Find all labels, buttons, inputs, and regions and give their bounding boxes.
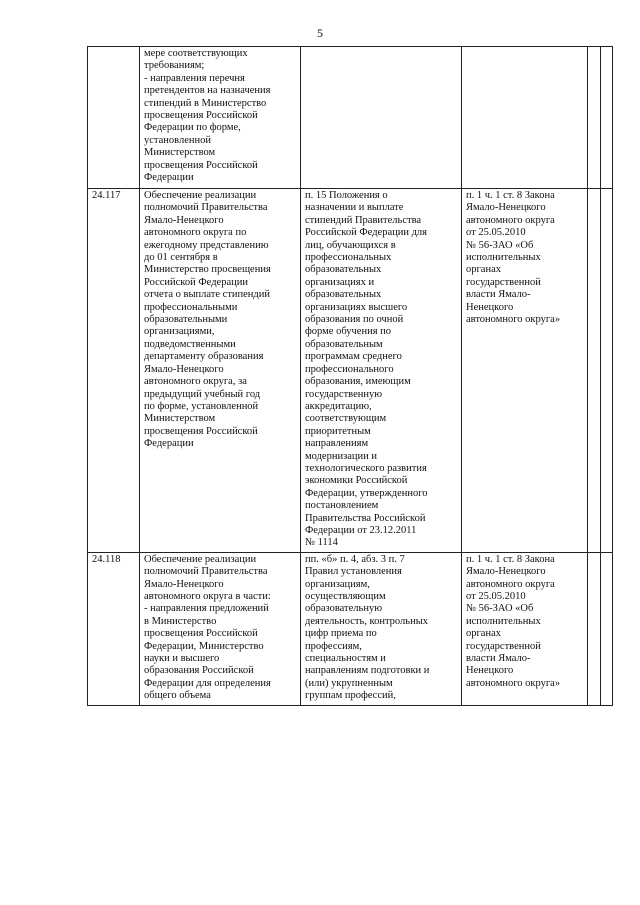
row-number: 24.118 xyxy=(88,552,140,705)
row-description: мере соответствующих требованиям; - направления перечня претендентов на назначения стипендий в Министерство просвещения Российской Федерации по форме, установленной Министерством просвещения Российской Федерации xyxy=(140,47,301,189)
regulation-table xyxy=(87,46,613,706)
table-row xyxy=(88,552,613,705)
row-legal-basis: пп. «б» п. 4, абз. 3 п. 7 Правил установления организациям, осуществляющим образовательную деятельность, контрольных цифр приема по профессиям, специальностям и направлениям подготовки и (или) укрупненным группам профессий, xyxy=(301,552,462,705)
row-description: Обеспечение реализации полномочий Правительства Ямало-Ненецкого автономного округа в части: - направления предложений в Министерство просвещения Российской Федерации, Министерство науки и высшего образования Российской Федерации для определения общего объема xyxy=(140,552,301,705)
empty-cell xyxy=(588,47,601,189)
table-row xyxy=(88,47,613,189)
row-number: 24.117 xyxy=(88,189,140,553)
empty-cell xyxy=(601,552,613,705)
row-law-reference: п. 1 ч. 1 ст. 8 Закона Ямало-Ненецкого автономного округа от 25.05.2010 № 56-ЗАО «Об исполнительных органах государственной власти Ямало- Ненецкого автономного округа» xyxy=(462,189,588,553)
row-number xyxy=(88,47,140,189)
empty-cell xyxy=(588,552,601,705)
row-description: Обеспечение реализации полномочий Правительства Ямало-Ненецкого автономного округа по ежегодному представлению до 01 сентября в Министерство просвещения Российской Федерации отчета о выплате стипендий профессиональными образовательными организациями, подведомственными департаменту образования Ямало-Ненецкого автономного округа, за предыдущий учебный год по форме, установленной Министерством просвещения Российской Федерации xyxy=(140,189,301,553)
empty-cell xyxy=(601,47,613,189)
empty-cell xyxy=(601,189,613,553)
row-law-reference: п. 1 ч. 1 ст. 8 Закона Ямало-Ненецкого автономного округа от 25.05.2010 № 56-ЗАО «Об исполнительных органах государственной власти Ямало- Ненецкого автономного округа» xyxy=(462,552,588,705)
empty-cell xyxy=(588,189,601,553)
page-number: 5 xyxy=(317,26,323,40)
row-legal-basis: п. 15 Положения о назначении и выплате стипендий Правительства Российской Федерации для лиц, обучающихся в профессиональных образовательных организациях и образовательных организациях высшего образования по очной форме обучения по образовательным программам среднего профессионального образования, имеющим государственную аккредитацию, соответствующим приоритетным направлениям модернизации и технологического развития экономики Российской Федерации, утвержденного постановлением Правительства Российской Федерации от 23.12.2011 № 1114 xyxy=(301,189,462,553)
row-law-reference xyxy=(462,47,588,189)
row-legal-basis xyxy=(301,47,462,189)
table-row xyxy=(88,189,613,553)
